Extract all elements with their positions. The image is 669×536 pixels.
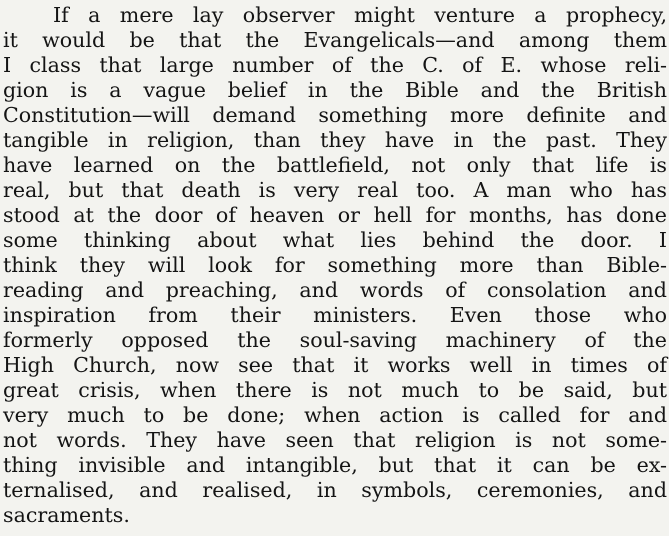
paragraph-line-9: stood at the door of heaven or hell for months, has done <box>3 203 667 227</box>
paragraph-line-3: I class that large number of the C. of E. whose reli- <box>3 53 667 77</box>
paragraph-line-13: inspiration from their ministers. Even those who <box>3 303 667 327</box>
paragraph-line-12: reading and preaching, and words of consolation and <box>3 278 667 302</box>
paragraph-line-17: very much to be done; when action is called for and <box>3 403 667 427</box>
paragraph-line-8: real, but that death is very real too. A man who has <box>3 178 667 202</box>
paragraph-line-4: gion is a vague belief in the Bible and the British <box>3 78 667 102</box>
paragraph-line-20: ternalised, and realised, in symbols, ceremonies, and <box>3 478 667 502</box>
paragraph-line-11: think they will look for something more than Bible- <box>3 253 667 277</box>
paragraph-line-15: High Church, now see that it works well in times of <box>3 353 667 377</box>
paragraph-line-16: great crisis, when there is not much to be said, but <box>3 378 667 402</box>
paragraph-line-2: it would be that the Evangelicals—and among them <box>3 28 667 52</box>
paragraph-line-1: If a mere lay observer might venture a prophecy, <box>53 3 667 27</box>
paragraph-line-5: Constitution—will demand something more definite and <box>3 103 667 127</box>
paragraph-line-10: some thinking about what lies behind the door. I <box>3 228 667 252</box>
paragraph-line-18: not words. They have seen that religion is not some- <box>3 428 667 452</box>
paragraph-line-6: tangible in religion, than they have in the past. They <box>3 128 667 152</box>
paragraph-line-19: thing invisible and intangible, but that it can be ex- <box>3 453 667 477</box>
paragraph-line-14: formerly opposed the soul-saving machinery of the <box>3 328 667 352</box>
paragraph-line-7: have learned on the battlefield, not only that life is <box>3 153 667 177</box>
paragraph-line-21: sacraments. <box>3 503 130 527</box>
